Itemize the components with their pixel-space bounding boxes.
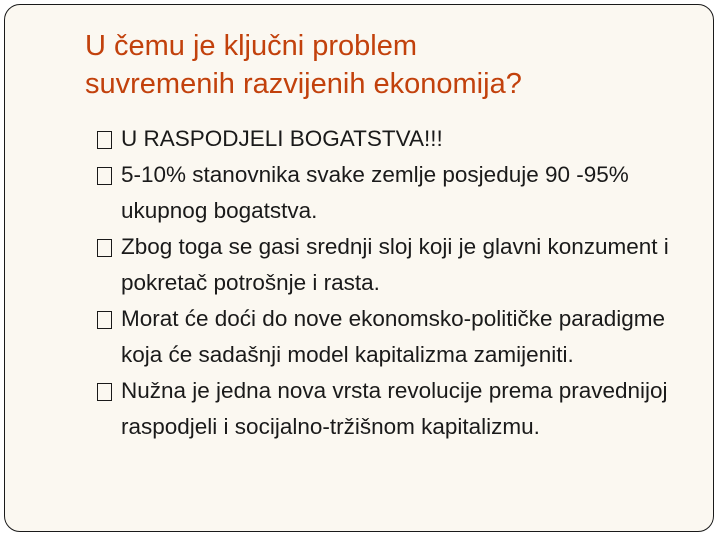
- bullet-item-5: [93, 373, 693, 445]
- bullet-text-4: Morat će doći do nove ekonomsko-političke paradigme koja će sadašnji model kapitalizma zamijeniti.: [121, 306, 666, 367]
- square-bullet-icon: [97, 239, 112, 257]
- bullet-text-2: 5-10% stanovnika svake zemlje posjeduje 90 -95% ukupnog bogatstva.: [121, 162, 629, 223]
- square-bullet-icon: [97, 131, 112, 149]
- slide-frame: [4, 4, 714, 532]
- bullet-list: [93, 121, 693, 445]
- bullet-text-1: U RASPODJELI BOGATSTVA!!!: [121, 126, 443, 151]
- slide-title: [85, 27, 685, 103]
- bullet-text-3: Zbog toga se gasi srednji sloj koji je glavni konzument i pokretač potrošnje i rasta.: [121, 234, 669, 295]
- bullet-text-5: Nužna je jedna nova vrsta revolucije prema pravednijoj raspodjeli i socijalno-tržišnom kapitalizmu.: [121, 378, 668, 439]
- square-bullet-icon: [97, 383, 112, 401]
- bullet-item-2: [93, 157, 693, 229]
- slide-title-line-2: suvremenih razvijenih ekonomija?: [85, 68, 522, 100]
- square-bullet-icon: [97, 167, 112, 185]
- square-bullet-icon: [97, 311, 112, 329]
- bullet-item-3: [93, 229, 693, 301]
- slide-title-line-1: U čemu je ključni problem: [85, 30, 418, 62]
- bullet-item-4: [93, 301, 693, 373]
- bullet-item-1: [93, 121, 693, 157]
